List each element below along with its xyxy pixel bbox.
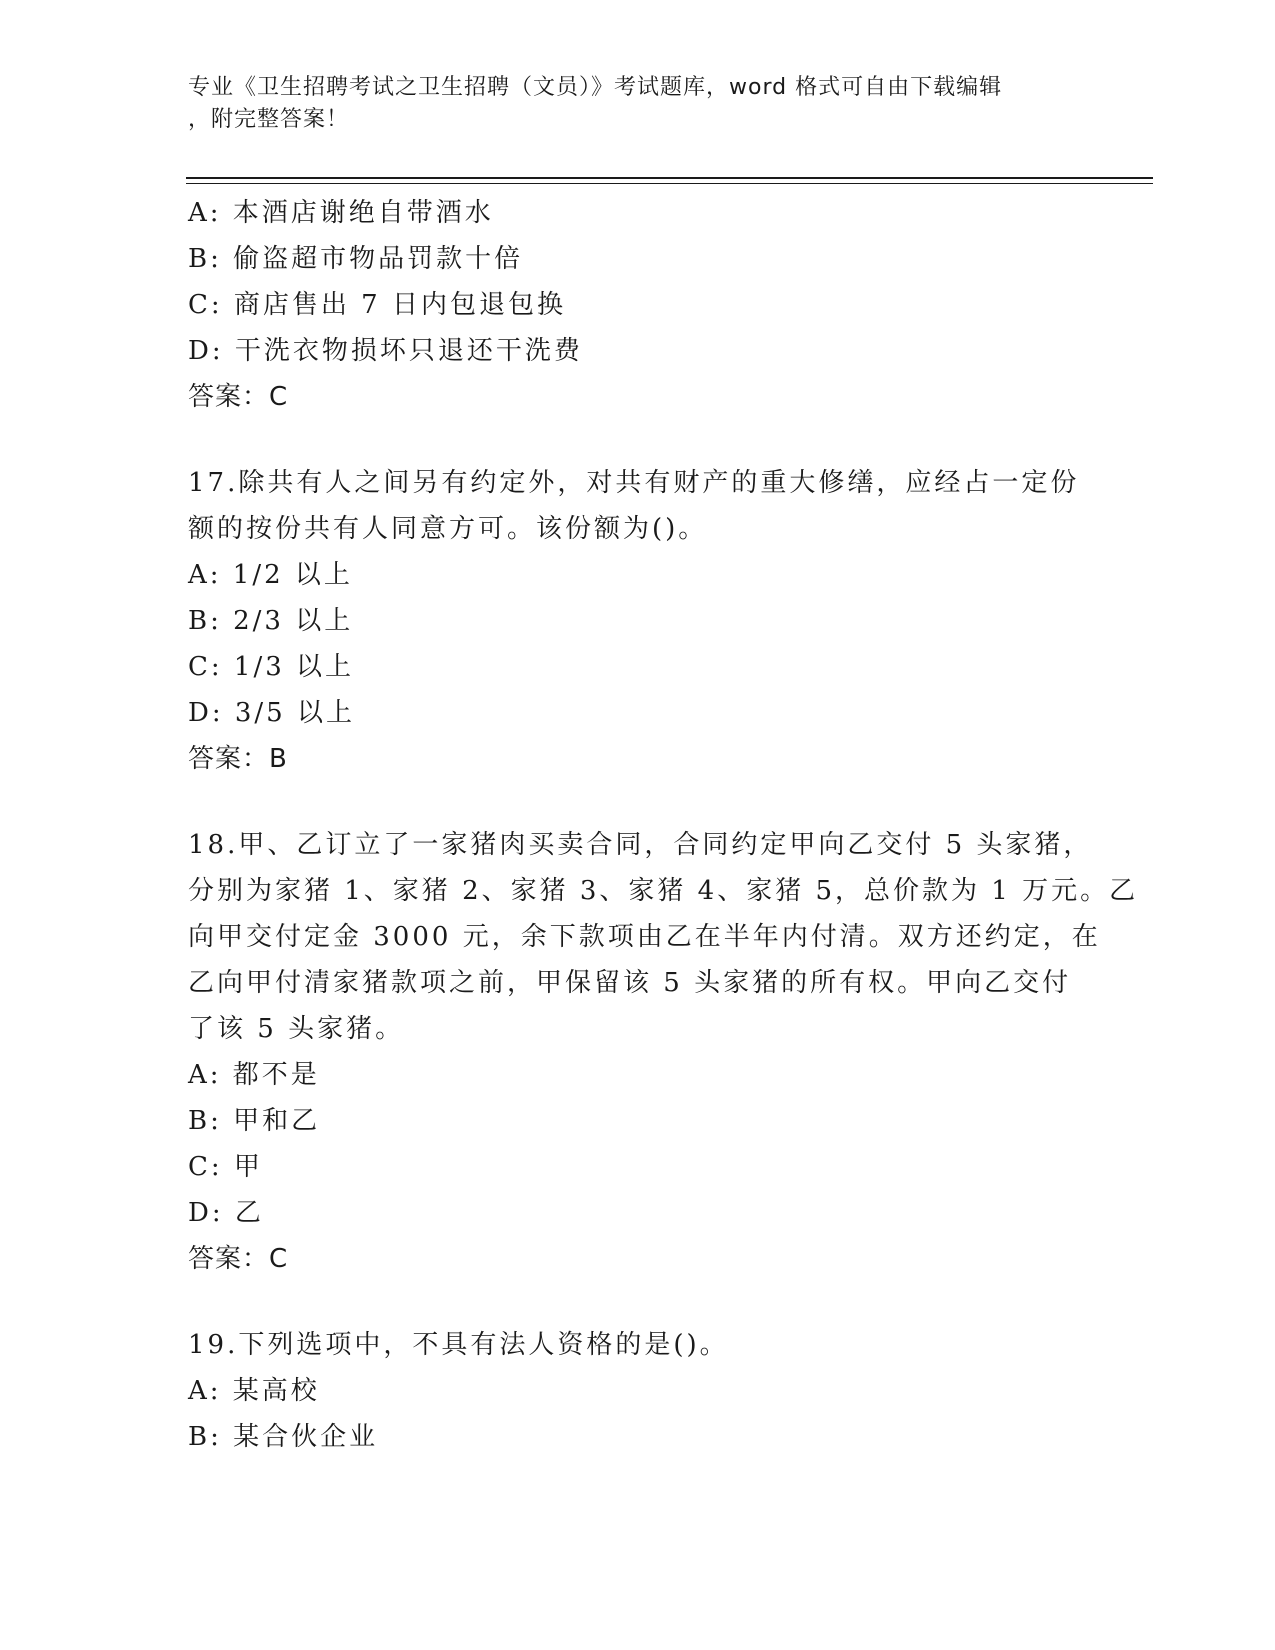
question-stem: 向甲交付定金 3000 元，余下款项由乙在半年内付清。双方还约定，在 [188, 922, 1101, 952]
document-header [188, 72, 1068, 136]
option-b: B: 某合伙企业 [188, 1422, 379, 1452]
question-16 [188, 190, 1078, 420]
option-c: C: 1/3 以上 [188, 652, 355, 682]
header-line-2: ，附完整答案！ [188, 107, 350, 132]
question-stem: 了该 5 头家猪。 [188, 1014, 405, 1044]
option-a: A: 本酒店谢绝自带酒水 [188, 198, 494, 228]
question-17 [188, 460, 1078, 782]
spacer [188, 782, 1078, 822]
option-b: B: 2/3 以上 [188, 606, 354, 636]
spacer [188, 1282, 1078, 1322]
option-d: D: 干洗衣物损坏只退还干洗费 [188, 336, 583, 366]
answer: 答案：B [188, 744, 288, 774]
header-line-1: 专业《卫生招聘考试之卫生招聘（文员）》考试题库，word 格式可自由下载编辑 [188, 75, 1003, 100]
spacer [188, 420, 1078, 460]
header-rule-thin [186, 183, 1153, 184]
answer: 答案：C [188, 382, 289, 412]
question-19 [188, 1322, 1078, 1460]
answer: 答案：C [188, 1244, 289, 1274]
question-stem: 乙向甲付清家猪款项之前，甲保留该 5 头家猪的所有权。甲向乙交付 [188, 968, 1072, 998]
option-d: D: 乙 [188, 1198, 264, 1228]
option-d: D: 3/5 以上 [188, 698, 355, 728]
question-stem: 18.甲、乙订立了一家猪肉买卖合同，合同约定甲向乙交付 5 头家猪， [188, 830, 1093, 860]
option-c: C: 商店售出 7 日内包退包换 [188, 290, 566, 320]
option-a: A: 某高校 [188, 1376, 320, 1406]
question-stem: 19.下列选项中，不具有法人资格的是()。 [188, 1330, 729, 1360]
question-list [188, 190, 1139, 1460]
question-stem: 分别为家猪 1、家猪 2、家猪 3、家猪 4、家猪 5，总价款为 1 万元。乙 [188, 876, 1139, 906]
question-stem: 17.除共有人之间另有约定外，对共有财产的重大修缮，应经占一定份 [188, 468, 1080, 498]
option-a: A: 1/2 以上 [188, 560, 353, 590]
option-b: B: 偷盗超市物品罚款十倍 [188, 244, 524, 274]
header-rule-thick [186, 177, 1153, 179]
option-b: B: 甲和乙 [188, 1106, 321, 1136]
option-a: A: 都不是 [188, 1060, 320, 1090]
option-c: C: 甲 [188, 1152, 263, 1182]
question-stem: 额的按份共有人同意方可。该份额为()。 [188, 514, 708, 544]
question-18 [188, 822, 1139, 1282]
